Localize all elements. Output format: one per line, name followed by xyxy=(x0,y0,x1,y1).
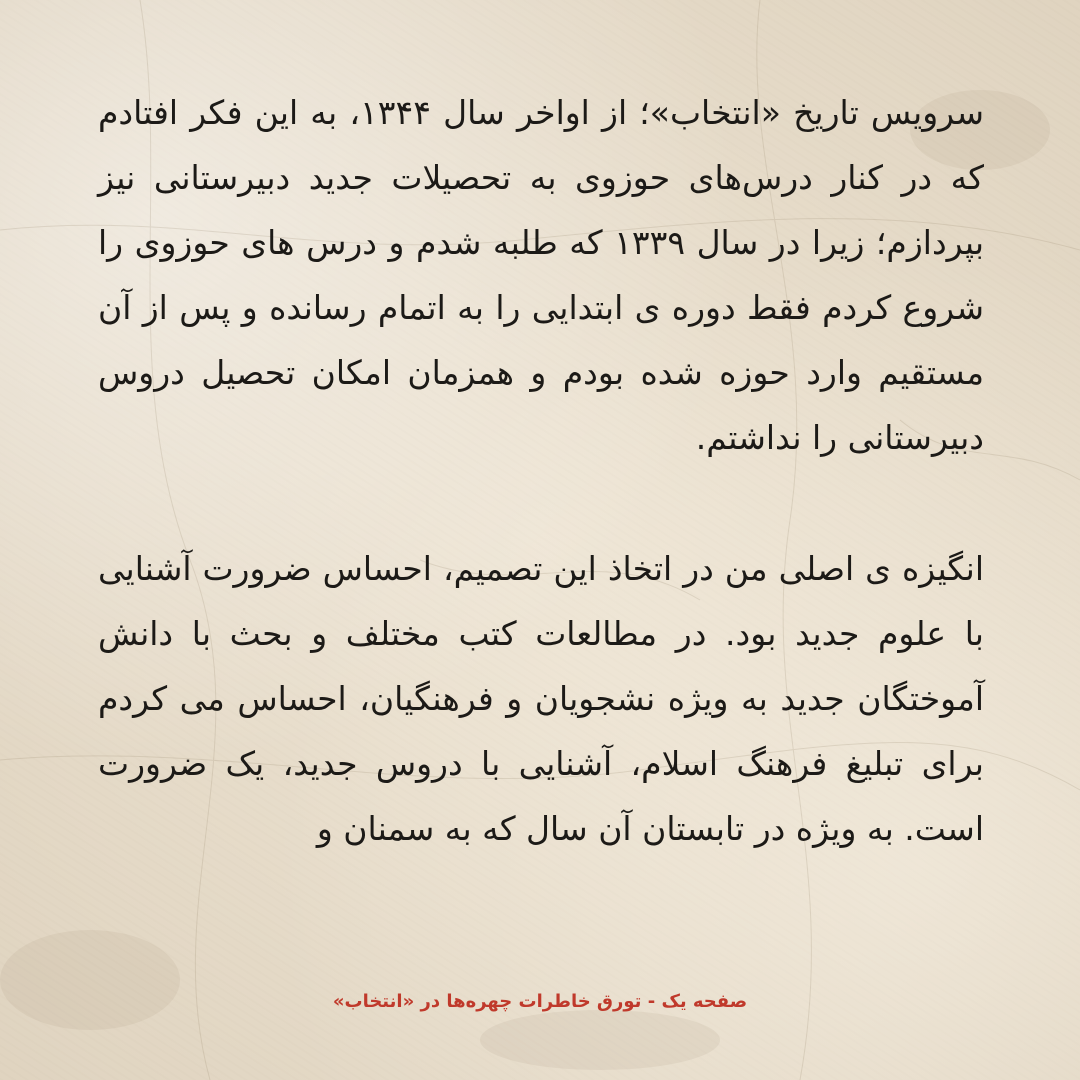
paragraph-1: سرویس تاریخ «انتخاب»؛ از اواخر سال ۱۳۴۴، به این فکر افتادم که در کنار درس‌های حوزوی به تحصیلات جدید دبیرستانی نیز بپردازم؛ زیرا در سال ۱۳۳۹ که طلبه شدم و درس های حوزوی را شروع کردم فقط دوره ی ابتدایی را به اتمام رسانده و پس از آن مستقیم وارد حوزه شده بودم و همزمان امکان تحصیل دروس دبیرستانی را نداشتم. xyxy=(98,93,984,457)
page-caption: صفحه یک - تورق خاطرات چهره‌ها در «انتخاب» xyxy=(332,991,748,1012)
paragraph-2: انگیزه ی اصلی من در اتخاذ این تصمیم، احساس ضرورت آشنایی با علوم جدید بود. در مطالعات کتب مختلف و بحث با دانش آموختگان جدید به ویژه نشجویان و فرهنگیان، احساس می کردم برای تبلیغ فرهنگ اسلام، آشنایی با دروس جدید، یک ضرورت است. به ویژه در تابستان آن سال که به سمنان و xyxy=(98,549,984,848)
article-body xyxy=(98,80,984,861)
